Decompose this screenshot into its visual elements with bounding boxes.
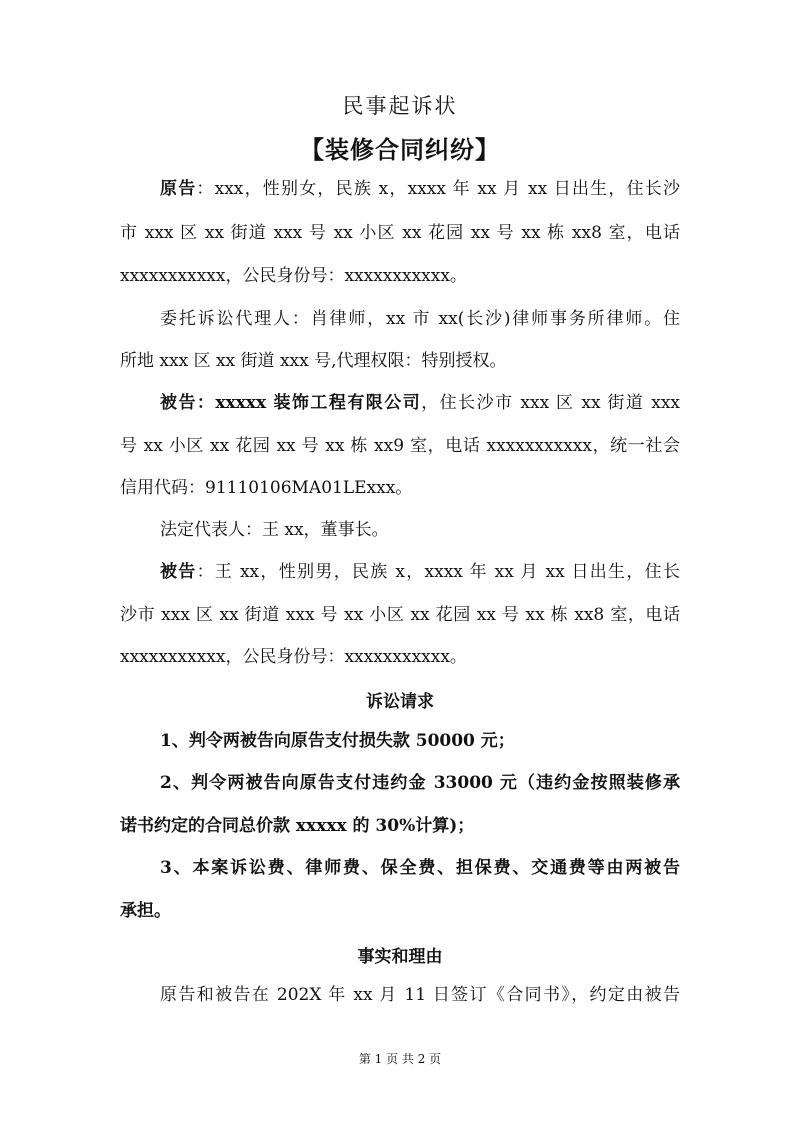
facts-line-1: 原告和被告在 202X 年 xx 月 11 日签订《合同书》，约定由被告 xyxy=(160,985,680,1005)
defendant2-line-2: 沙市 xxx 区 xx 街道 xxx 号 xx 小区 xx 花园 xx 号 xx 栋 xx8 室，电话 xyxy=(120,605,680,625)
claim-item-2-line-2: 诺书约定的合同总价款 xxxxx 的 30%计算)； xyxy=(120,816,475,836)
agent-line-1: 委托诉讼代理人：肖律师，xx 市 xx(长沙)律师事务所律师。住 xyxy=(160,309,680,329)
plaintiff-line-2: 市 xxx 区 xx 街道 xxx 号 xx 小区 xx 花园 xx 号 xx 栋 xx8 室，电话 xyxy=(120,223,680,243)
claim-item-2-line-1: 2、判令两被告向原告支付违约金 33000 元（违约金按照装修承 xyxy=(160,773,680,793)
claims-heading: 诉讼请求 xyxy=(366,692,434,712)
defendant1-label: 被告：xxxxx 装饰工程有限公司 xyxy=(160,393,422,413)
defendant2-info: ：王 xx，性别男，民族 x，xxxx 年 xx 月 xx 日出生，住长 xyxy=(196,562,680,582)
defendant1-info: ，住长沙市 xxx 区 xx 街道 xxx xyxy=(421,393,680,413)
document-subtitle: 【装修合同纠纷】 xyxy=(300,135,500,164)
defendant2-line-3: xxxxxxxxxxx，公民身份号：xxxxxxxxxxx。 xyxy=(120,647,467,667)
defendant1-line-2: 号 xx 小区 xx 花园 xx 号 xx 栋 xx9 室，电话 xxxxxxxxxxx，统一社会 xyxy=(120,436,680,456)
defendant1-line-1 xyxy=(160,392,680,414)
page-footer: 第 1 页 共 2 页 xyxy=(358,1052,442,1066)
defendant2-label: 被告 xyxy=(160,562,197,582)
document-title: 民事起诉状 xyxy=(342,94,458,118)
defendant2-line-1 xyxy=(160,561,680,583)
defendant1-line-3: 信用代码：91110106MA01LExxx。 xyxy=(120,478,413,498)
plaintiff-line-3: xxxxxxxxxxx，公民身份号：xxxxxxxxxxx。 xyxy=(120,266,467,286)
plaintiff-label: 原告 xyxy=(160,179,197,199)
claim-item-1: 1、判令两被告向原告支付损失款 50000 元； xyxy=(160,731,515,751)
facts-heading: 事实和理由 xyxy=(357,947,443,967)
plaintiff-line-1 xyxy=(160,178,680,200)
claim-item-3-line-2: 承担。 xyxy=(120,901,171,921)
plaintiff-info: ：xxx，性别女，民族 x，xxxx 年 xx 月 xx 日出生，住长沙 xyxy=(196,179,680,199)
agent-line-2: 所地 xxx 区 xx 街道 xxx 号,代理权限：特别授权。 xyxy=(120,351,507,371)
claim-item-3-line-1: 3、本案诉讼费、律师费、保全费、担保费、交通费等由两被告 xyxy=(160,858,680,878)
legal-rep-line: 法定代表人：王 xx，董事长。 xyxy=(160,520,389,540)
